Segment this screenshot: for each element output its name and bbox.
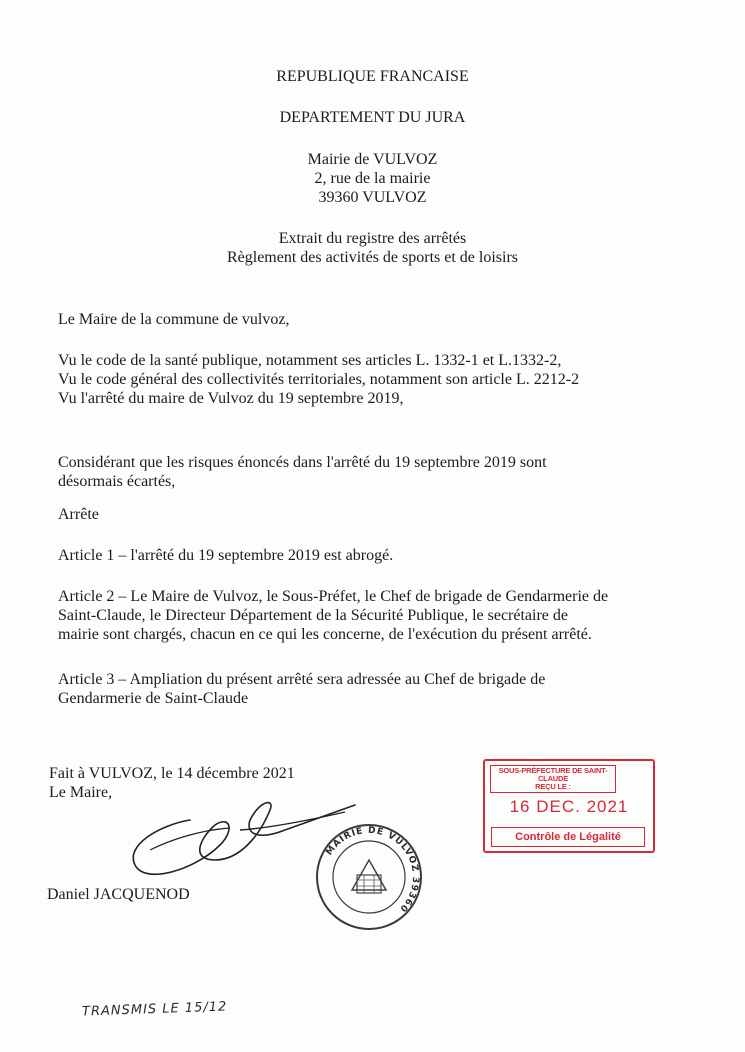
intro-paragraph (58, 310, 678, 329)
article-1 (58, 546, 678, 565)
article-1-line: Article 1 – l'arrêté du 19 septembre 2019 est abrogé. (58, 547, 394, 564)
stamp-header-line: SOUS-PRÉFECTURE DE SAINT-CLAUDE (498, 766, 608, 783)
article-2-line: mairie sont chargés, chacun en ce qui les concerne, de l'exécution du présent arrêté. (58, 626, 592, 643)
stamp-header (490, 765, 616, 793)
article-3-line: Article 3 – Ampliation du présent arrêté sera adressée au Chef de brigade de (58, 671, 546, 688)
stamp-header-line: REÇU LE : (535, 782, 571, 791)
vu-paragraph (58, 351, 678, 408)
stamp-footer: Contrôle de Légalité (491, 827, 645, 847)
intro-line: Le Maire de la commune de vulvoz, (58, 311, 290, 328)
considerant-paragraph (58, 453, 678, 491)
considerant-line: désormais écartés, (58, 473, 176, 490)
vu-line: Vu le code de la santé publique, notamment ses articles L. 1332-1 et L.1332-2, (58, 352, 562, 369)
mairie-city: 39360 VULVOZ (318, 189, 427, 206)
extract-title: Extrait du registre des arrêtés (278, 230, 467, 247)
vu-line: Vu le code général des collectivités territoriales, notamment son article L. 2212-2 (58, 371, 580, 388)
signatory-name: Daniel JACQUENOD (47, 886, 190, 903)
handwritten-note: TRANSMIS LE 15/12 (81, 999, 228, 1020)
department-heading: DEPARTEMENT DU JURA (279, 109, 466, 126)
arrete-heading (58, 505, 678, 524)
extract-subtitle: Règlement des activités de sports et de loisirs (226, 249, 519, 266)
article-2 (58, 587, 678, 644)
considerant-line: Considérant que les risques énoncés dans l'arrêté du 19 septembre 2019 sont (58, 454, 547, 471)
mairie-name: Mairie de VULVOZ (307, 151, 438, 168)
article-2-line: Article 2 – Le Maire de Vulvoz, le Sous-Préfet, le Chef de brigade de Gendarmerie de (58, 588, 609, 605)
signatory-title: Le Maire, (49, 784, 113, 801)
mairie-street: 2, rue de la mairie (314, 170, 431, 187)
place-date: Fait à VULVOZ, le 14 décembre 2021 (49, 765, 295, 782)
republic-heading: REPUBLIQUE FRANCAISE (276, 68, 469, 85)
stamp-date: 16 DEC. 2021 (509, 797, 629, 816)
article-3-line: Gendarmerie de Saint-Claude (58, 690, 249, 707)
municipal-seal (312, 820, 427, 935)
article-3 (58, 670, 678, 708)
vu-line: Vu l'arrêté du maire de Vulvoz du 19 septembre 2019, (58, 390, 404, 407)
reception-stamp (483, 759, 655, 853)
seal-text: MAIRIE DE VULVOZ 39360 (324, 825, 421, 914)
arrete-line: Arrête (58, 506, 99, 523)
article-2-line: Saint-Claude, le Directeur Département de la Sécurité Publique, le secrétaire de (58, 607, 569, 624)
